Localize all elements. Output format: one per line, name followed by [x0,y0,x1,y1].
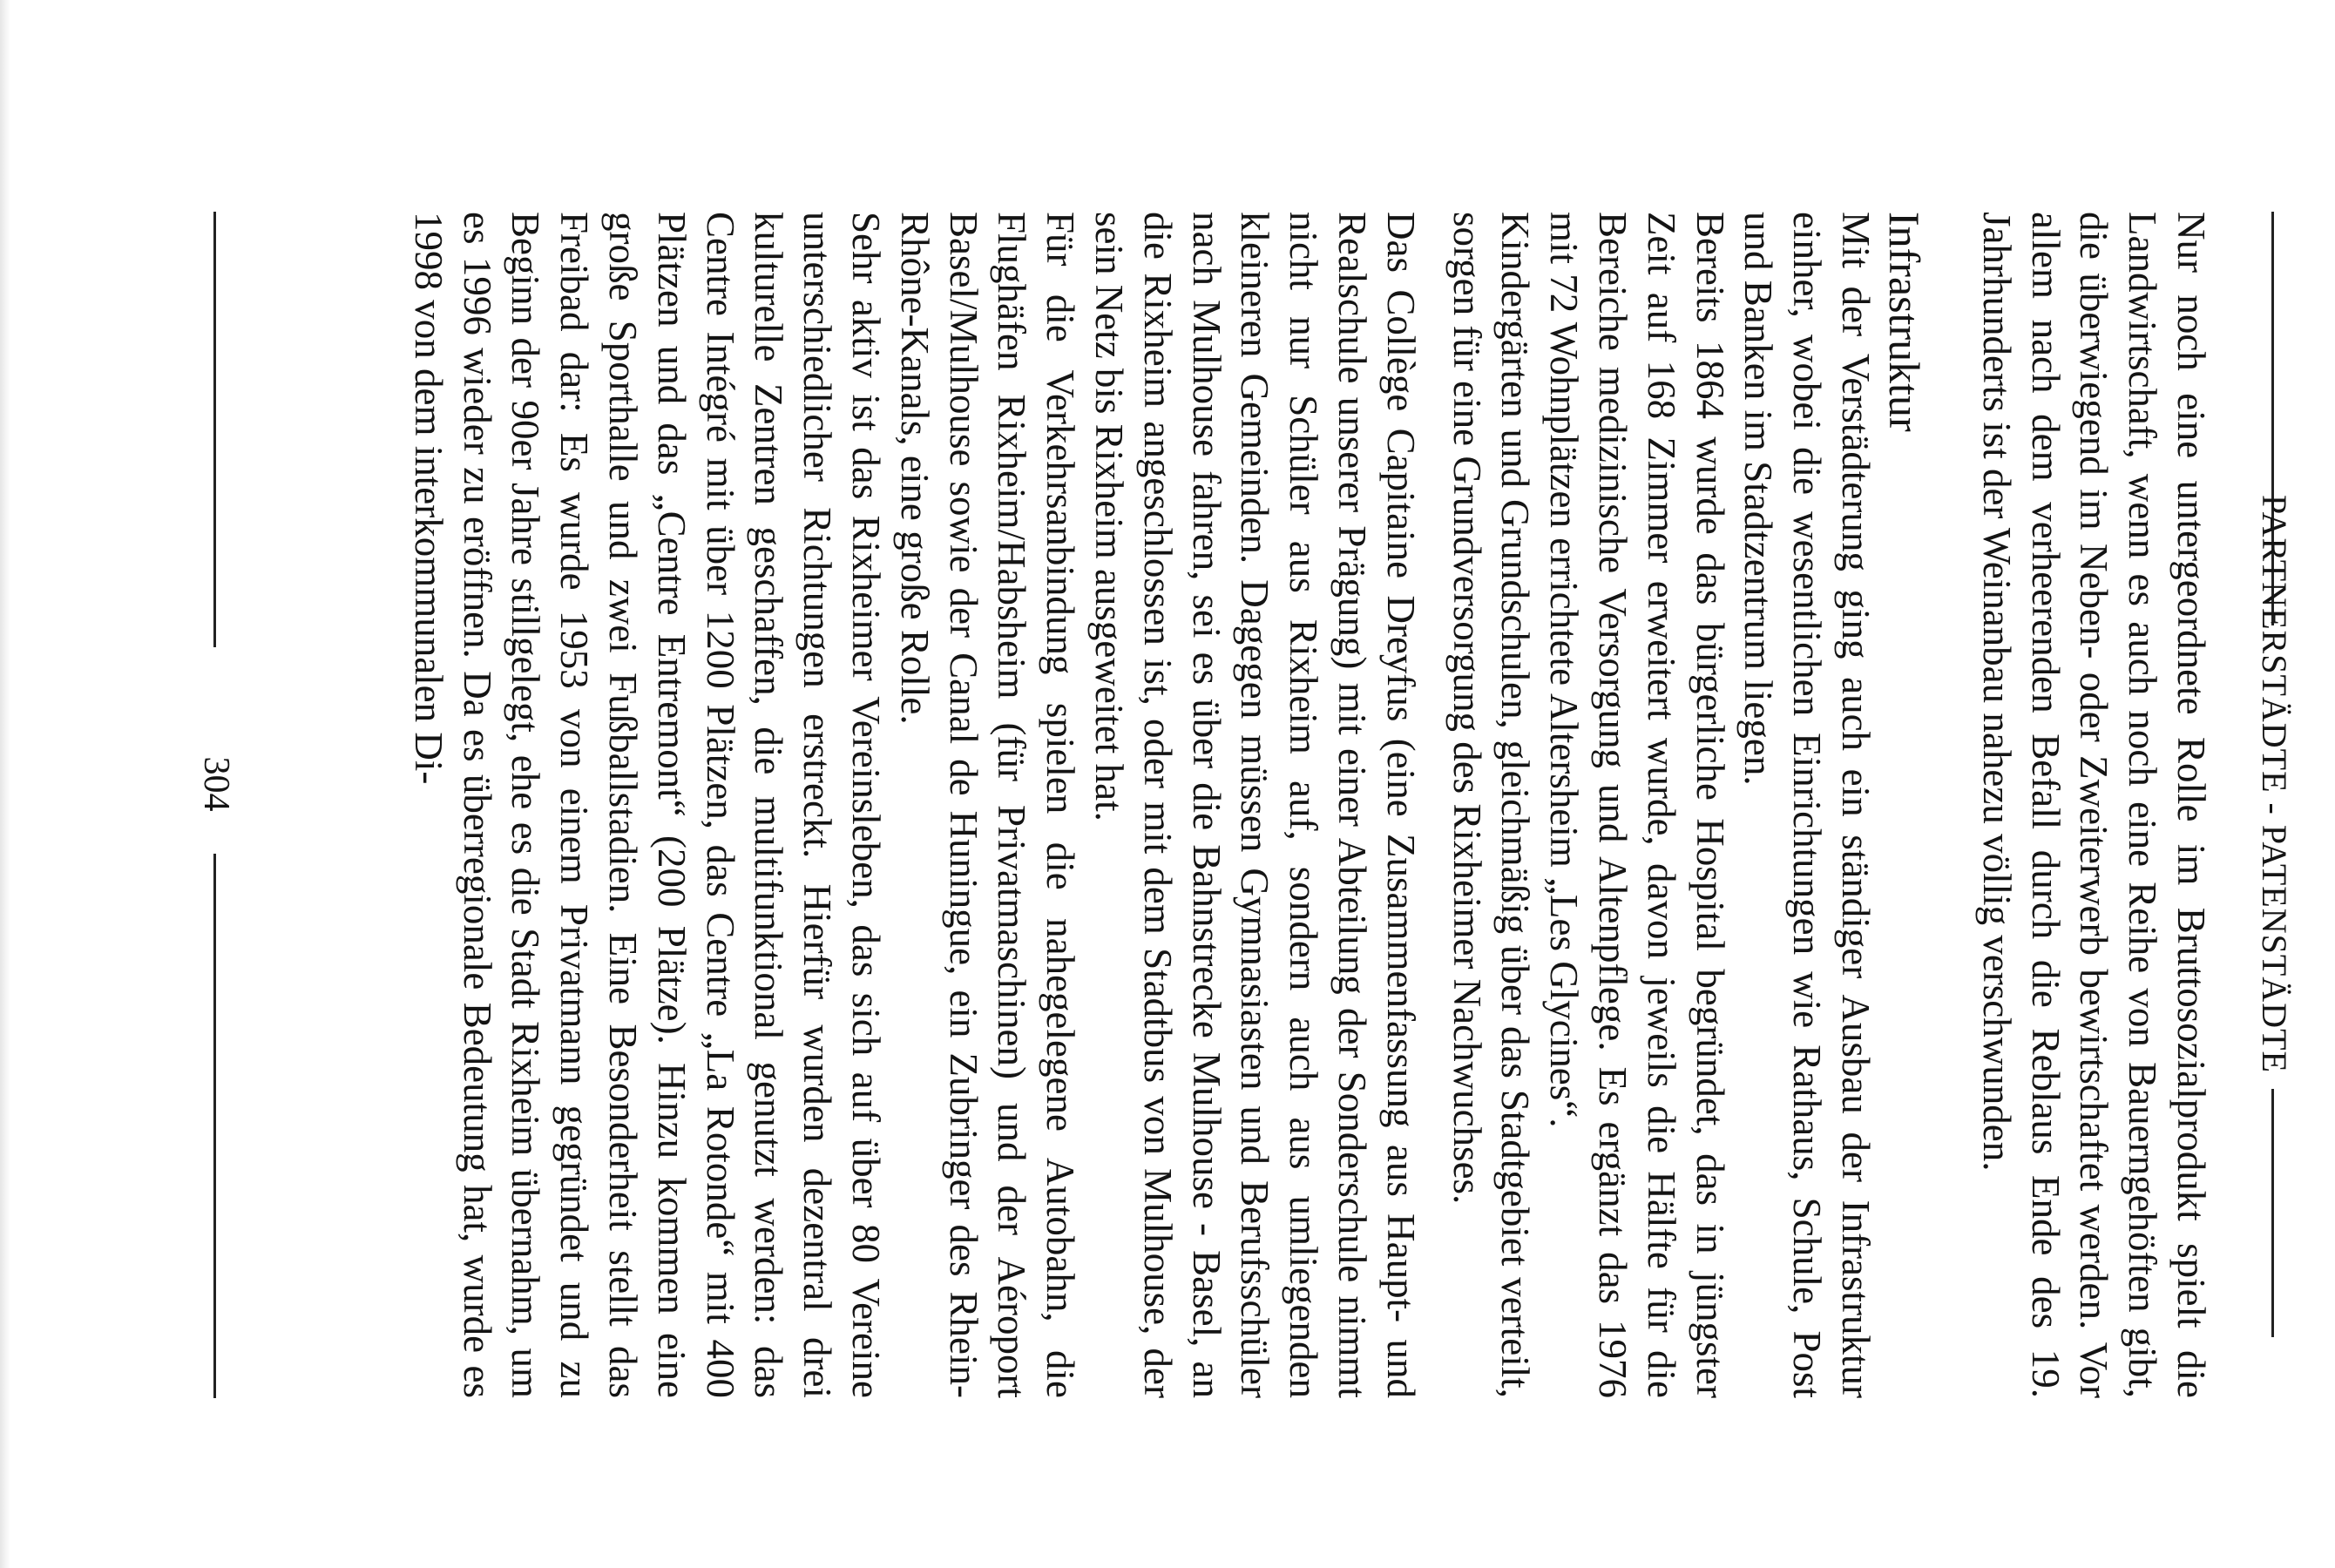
paragraph-schools: Kindergärten und Grundschulen, gleichmäßig über das Stadtgebiet verteilt, sorgen für eine Grundversorgung des Rixheimer Nachwuchses. [1445,212,1538,1398]
page-body [403,212,2215,1398]
running-header: PARTNERSTÄDTE - PATENSTÄDTE [2255,495,2294,1073]
paragraph-spacer [1425,212,1442,1398]
paragraph-transport: Für die Verkehrsanbindung spielen die nahegelegene Autobahn, die Flughäfen Rixheim/Habsheim (für Privatmaschinen) und der Aéroport Basel/Mulhouse sowie der Canal de Huningue, ein Zubringer des Rhein-Rhône-Kanals, eine große Rolle. [892,212,1083,1398]
paragraph-spacer [1930,212,1972,1398]
page-number: 304 [196,756,236,812]
header-rule-right [2271,1089,2274,1337]
paragraph-hospital: Bereits 1864 wurde das bürgerliche Hospital begründet, das in jüngster Zeit auf 168 Zimmer erweitert wurde, davon jeweils die Hälfte für die Bereiche medizinische Versorgung und Altenpflege. Es ergänzt das 1976 mit 72 Wohnplätzen errichtete Altersheim „Les Glycines“. [1542,212,1732,1398]
footer-rule-right [213,854,216,1398]
paragraph-associations: Sehr aktiv ist das Rixheimer Vereinsleben, das sich auf über 80 Vereine unterschiedlicher Richtungen erstreckt. Hierfür wurden dezentral drei kulturelle Zentren geschaffen, die multifunktional genutzt werden: das Centre Intégré mit über 1200 Plätzen, das Centre „La Rotonde“ mit 400 Plätzen und das „Centre Entremont“ (200 Plätze). Hinzu kommen eine große Sporthalle und zwei Fußballstadien. Eine Besonderheit stellt das Freibad dar: Es wurde 1953 von einem Privatmann gegründet und zu Beginn der 90er Jahre stillgelegt, ehe es die Stadt Rixheim übernahm, um es 1996 wieder zu eröffnen. Da es überregionale Bedeutung hat, wurde es 1998 von dem interkommunalen Di- [406,212,889,1398]
paragraph-intro: Nur noch eine untergeordnete Rolle im Bruttosozialprodukt spielt die Landwirtschaft, wenn es auch noch eine Reihe von Bauerngehöften gibt, die überwiegend im Neben- oder Zweiterwerb bewirtschaftet werden. Vor allem nach dem verheerenden Befall durch die Reblaus Ende des 19. Jahrhunderts ist der Weinanbau nahezu völlig verschwunden. [1974,212,2213,1398]
paragraph-college: Das Collège Capitaine Dreyfus (eine Zusammenfassung aus Haupt- und Realschule unserer Prägung) mit einer Abteilung der Sonderschule nimmt nicht nur Schüler aus Rixheim auf, sondern auch aus umliegenden kleineren Gemeinden. Dagegen müssen Gymnasiasten und Berufsschüler nach Mulhouse fahren, sei es über die Bahnstrecke Mulhouse - Basel, an die Rixheim angeschlossen ist, oder mit dem Stadtbus von Mulhouse, der sein Netz bis Rixheim ausgeweitet hat. [1087,212,1423,1398]
paragraph-urbanization: Mit der Verstädterung ging auch ein ständiger Ausbau der Infrastruktur einher, wobei die wesentlichen Einrichtungen wie Rathaus, Schule, Post und Banken im Stadtzentrum liegen. [1736,212,1878,1398]
section-heading-infrastruktur: Infrastruktur [1880,212,1930,432]
